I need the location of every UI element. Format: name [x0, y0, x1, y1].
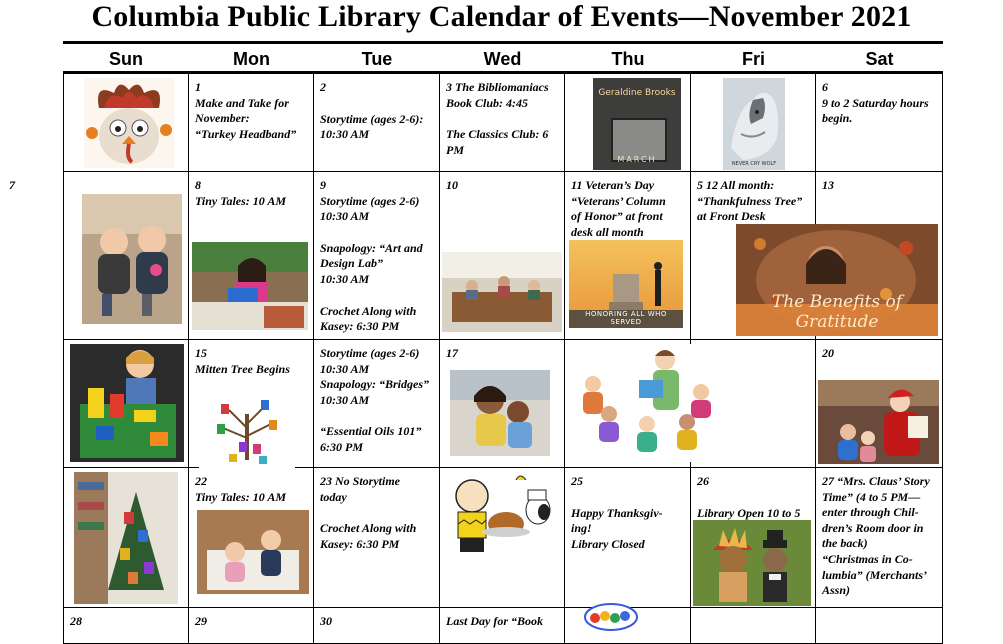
turkey-craft-graphic: [84, 78, 174, 168]
book-club-graphic: [442, 252, 562, 332]
pilgrim-dogs-graphic: [693, 520, 811, 606]
cell-week3-thu: [565, 340, 691, 468]
lego-boy-photo: [70, 344, 184, 462]
event-line: Make and Take for: [195, 95, 289, 110]
event-line: 10:30 AM: [320, 392, 370, 407]
event-line: today: [320, 489, 347, 504]
event-line: Design Lab”: [320, 256, 383, 271]
event-line: “Turkey Headband”: [195, 126, 297, 141]
event-line: 10: [446, 178, 458, 192]
event-line: 20: [822, 346, 834, 360]
pilgrim-dogs-image: [693, 520, 811, 606]
event-line: Last Day for “Book: [446, 614, 543, 628]
cell-week5-mon: [189, 608, 314, 644]
event-line: 8: [195, 178, 201, 192]
bingo-logo-image: [583, 602, 639, 632]
wolf-graphic: [723, 78, 785, 170]
cell-week4-fri: [691, 468, 816, 608]
event-line: 9 to 2 Saturday hours: [822, 95, 929, 110]
events-nov-11: [571, 178, 686, 240]
event-line: Crochet Along with: [320, 303, 417, 318]
book-author: Geraldine Brooks: [598, 88, 676, 98]
event-line: dren’s Room door in: [822, 520, 924, 535]
cell-week4-mon: [189, 468, 314, 608]
mitten-tree-photo: [74, 472, 178, 604]
event-line: Snapology: “Art and: [320, 240, 423, 255]
cell-week1-fri: [691, 74, 816, 172]
day-header-tue: Tue: [314, 44, 440, 74]
event-line: Storytime (ages 2-6):: [320, 111, 424, 126]
event-line: of Honor” at front: [571, 209, 663, 224]
event-gap: [320, 96, 435, 112]
veterans-caption: HONORING ALL WHO SERVED: [585, 310, 667, 326]
events-nov-15: [195, 346, 309, 377]
events-nov-8: [195, 178, 309, 209]
events-nov-26: [697, 474, 811, 521]
event-line: ing!: [571, 521, 592, 536]
wolf-book-title: NEVER CRY WOLF: [731, 161, 777, 167]
cell-week2-wed: [440, 172, 565, 340]
cell-week2-thu: [565, 172, 691, 340]
cell-week2-mon: [189, 172, 314, 340]
mother-daughter-photo: [450, 370, 550, 456]
cell-week1-mon: [189, 74, 314, 172]
events-nov-27: [822, 474, 938, 599]
snoopy-thanksgiving-image: [444, 472, 562, 562]
wolf-book-cover-image: [723, 78, 785, 170]
cell-week2-sun: [9, 172, 189, 340]
cell-week4-tue: [314, 468, 440, 608]
cell-week3-wed: [440, 340, 565, 468]
book-club-photo: [442, 252, 562, 332]
events-nov-22: [195, 474, 309, 505]
event-line: 15: [195, 346, 207, 360]
event-line: 5 12 All month:: [697, 178, 775, 192]
turkey-craft-image: [84, 78, 174, 168]
cell-week3-sun: [63, 340, 189, 468]
event-line: desk all month: [571, 224, 644, 239]
event-line: Kasey: 6:30 PM: [320, 319, 400, 334]
toddlers-graphic: [82, 194, 182, 324]
events-nov-1: [195, 80, 309, 142]
event-gap: [320, 288, 435, 304]
babies-graphic: [197, 510, 309, 594]
cell-week5-tue: [314, 608, 440, 644]
event-line: 6:30 PM: [320, 439, 363, 454]
events-nov-9: [320, 178, 435, 335]
event-line: November:: [195, 111, 250, 126]
event-line: begin.: [822, 111, 853, 126]
cell-week5-wed: [440, 608, 565, 644]
cell-week1-thu: [565, 74, 691, 172]
event-line: Library Closed: [571, 536, 645, 551]
calendar-title: Columbia Public Library Calendar of Events—November 2021: [91, 0, 912, 33]
event-gap: [697, 490, 811, 506]
event-line: 7: [9, 178, 15, 192]
event-line: enter through Chil-: [822, 505, 919, 520]
cell-week5-sat: [816, 608, 943, 644]
storytime-graphic: [569, 344, 719, 462]
event-line: 10:30 AM: [320, 361, 370, 376]
day-header-thu: Thu: [565, 44, 691, 74]
event-line: 10:30 AM: [320, 127, 370, 142]
event-line: Snapology: “Bridges”: [320, 377, 430, 392]
day-header-mon: Mon: [189, 44, 314, 74]
event-line: 17: [446, 346, 458, 360]
cell-week5-thu: [565, 608, 691, 644]
veterans-honor-image: [569, 240, 683, 328]
event-line: Book Club: 4:45: [446, 95, 529, 110]
event-line: 13: [822, 178, 834, 192]
event-line: Crochet Along with: [320, 521, 417, 536]
day-header-sun: Sun: [63, 44, 189, 74]
event-line: Time” (4 to 5 PM—: [822, 489, 921, 504]
storytime-illustration: [569, 344, 719, 462]
event-line: 2: [320, 80, 326, 94]
event-line: “Essential Oils 101”: [320, 424, 422, 439]
event-gap: [320, 505, 435, 521]
event-line: Mitten Tree Begins: [195, 361, 290, 376]
event-line: 23 No Storytime: [320, 474, 400, 488]
event-line: Kasey: 6:30 PM: [320, 536, 400, 551]
events-nov-10: [446, 178, 560, 194]
lego-graphic: [70, 344, 184, 462]
mitten-tree-image: [199, 384, 295, 468]
event-gap: [446, 111, 560, 127]
event-line: 22: [195, 474, 207, 488]
cell-week4-thu: [565, 468, 691, 608]
event-line: Happy Thanksgiv-: [571, 505, 663, 520]
cell-week3-mon: [189, 340, 314, 468]
cell-week1-sun: [63, 74, 189, 172]
event-line: lumbia” (Merchants’: [822, 567, 928, 582]
event-line: Storytime (ages 2-6): [320, 193, 420, 208]
mitten-tree-photo-graphic: [74, 472, 178, 604]
event-line: 6: [822, 80, 828, 94]
santa-reading-photo: [818, 380, 939, 464]
girl-reading-photo: [192, 242, 308, 330]
calendar-grid: [9, 44, 943, 644]
cell-week4-wed: [440, 468, 565, 608]
cell-week1-wed: [440, 74, 565, 172]
toddlers-photo: [82, 194, 182, 324]
events-nov-13: [822, 178, 938, 194]
event-line: Storytime (ages 2-6): [320, 346, 420, 360]
event-line: Tiny Tales: 10 AM: [195, 489, 287, 504]
event-line: 3 The Bibliomaniacs: [446, 80, 549, 94]
event-line: 25: [571, 474, 583, 488]
gratitude-image: [736, 224, 938, 336]
event-line: “Veterans’ Column: [571, 193, 666, 208]
cell-week4-sun: [63, 468, 189, 608]
events-nov-3: [446, 80, 560, 158]
girl-reading-graphic: [192, 242, 308, 330]
day-header-sat: Sat: [816, 44, 943, 74]
events-nov-20: [822, 346, 938, 362]
santa-reading-graphic: [818, 380, 939, 464]
event-line: 30: [320, 614, 332, 628]
events-nov-16: [320, 346, 435, 456]
event-line: the back): [822, 536, 868, 551]
cell-week5-sun: [63, 608, 189, 644]
events-nov-23: [320, 474, 435, 552]
cell-week5-fri: [691, 608, 816, 644]
events-nov-17: [446, 346, 560, 362]
event-line: 28: [70, 614, 82, 628]
event-line: at Front Desk: [697, 209, 766, 224]
events-nov-7: [9, 178, 184, 194]
events-week5-wed: [446, 614, 560, 630]
event-line: The Classics Club: 6: [446, 127, 549, 142]
events-nov-25: [571, 474, 686, 552]
events-nov-12: [697, 178, 811, 225]
gratitude-caption: The Benefits of Gratitude: [771, 292, 903, 332]
book-title: MARCH: [617, 155, 657, 164]
events-nov-2: [320, 80, 435, 143]
events-nov-28: [70, 614, 184, 630]
event-line: 11 Veteran’s Day: [571, 178, 655, 192]
event-line: “Thankfulness Tree”: [697, 193, 803, 208]
day-header-wed: Wed: [440, 44, 565, 74]
cell-week3-tue: [314, 340, 440, 468]
snoopy-graphic: [444, 472, 562, 562]
march-book-cover-image: [593, 78, 681, 170]
mother-daughter-graphic: [450, 370, 550, 456]
cell-week2-tue: [314, 172, 440, 340]
event-line: Assn): [822, 583, 851, 598]
event-line: 10:30 AM: [320, 209, 370, 224]
event-gap: [320, 225, 435, 241]
event-gap: [571, 490, 686, 506]
events-nov-29: [195, 614, 309, 630]
events-nov-30: [320, 614, 435, 630]
bingo-graphic: [583, 602, 639, 632]
event-line: 26: [697, 474, 709, 488]
cell-week1-tue: [314, 74, 440, 172]
day-header-fri: Fri: [691, 44, 816, 74]
event-line: PM: [446, 142, 464, 157]
events-nov-6: [822, 80, 938, 127]
event-line: 1: [195, 80, 201, 94]
mitten-tree-graphic: [199, 384, 295, 468]
cell-week1-sat: [816, 74, 943, 172]
event-line: 9: [320, 178, 326, 192]
event-line: “Christmas in Co-: [822, 551, 913, 566]
babies-playing-photo: [197, 510, 309, 594]
cell-week4-sat: [816, 468, 943, 608]
event-line: 29: [195, 614, 207, 628]
event-gap: [320, 408, 435, 424]
cell-week3-sat: [816, 340, 943, 468]
event-line: Library Open 10 to 5: [697, 505, 801, 520]
event-line: Tiny Tales: 10 AM: [195, 193, 287, 208]
event-line: 10:30 AM: [320, 271, 370, 286]
event-line: 27 “Mrs. Claus’ Story: [822, 474, 930, 488]
